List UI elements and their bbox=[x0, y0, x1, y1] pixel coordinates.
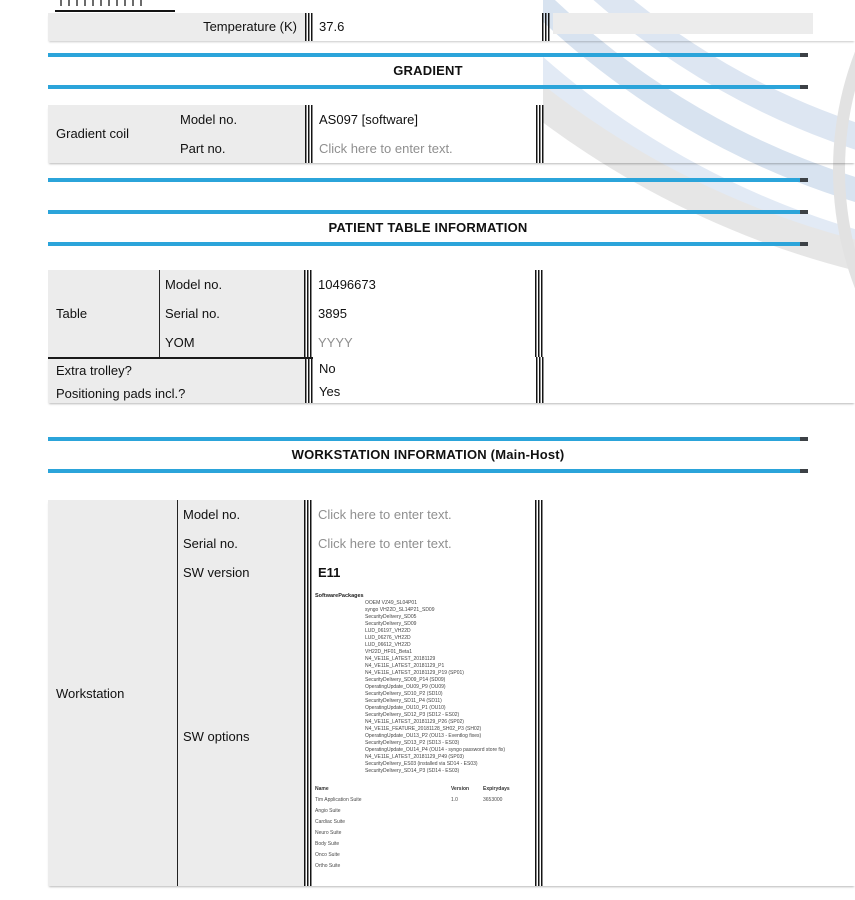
patient-table-upper bbox=[48, 270, 855, 357]
table-border-triple bbox=[305, 13, 313, 41]
sw-package-line: OperatingUpdate_OU09_P9 (OU09) bbox=[365, 684, 446, 690]
suite-version-cell bbox=[451, 861, 483, 872]
suite-version-cell bbox=[451, 839, 483, 850]
sw-packages-list bbox=[365, 600, 535, 775]
workstation-table bbox=[48, 500, 855, 886]
extra-trolley-label: Extra trolley? bbox=[56, 363, 132, 378]
section-divider-line bbox=[48, 242, 808, 246]
section-title-gradient: GRADIENT bbox=[393, 63, 463, 78]
patient-table-values bbox=[312, 270, 535, 357]
extra-trolley-field[interactable]: No bbox=[319, 361, 336, 376]
sw-suite-table-header bbox=[315, 784, 515, 795]
workstation-serial-no-field[interactable]: Click here to enter text. bbox=[318, 536, 452, 551]
suite-expirydays-header: Expirydays bbox=[483, 786, 510, 792]
positioning-pads-field[interactable]: Yes bbox=[319, 384, 341, 399]
clipped-cell-border bbox=[55, 10, 175, 12]
gradient-coil-labels bbox=[175, 105, 305, 163]
sw-package-line: N4_VE11E_LATEST_20181129 bbox=[365, 656, 436, 662]
section-title-patient-table: PATIENT TABLE INFORMATION bbox=[328, 220, 528, 235]
sw-package-line: VH22D_HF01_Beta1 bbox=[365, 649, 412, 655]
temperature-label: Temperature (K) bbox=[48, 13, 305, 41]
suite-table-row bbox=[315, 817, 515, 828]
temperature-value-field[interactable]: 37.6 bbox=[313, 13, 542, 41]
sw-package-line: LUD_06197_VH22D bbox=[365, 628, 411, 634]
patient-table-lower bbox=[48, 357, 855, 403]
sw-package-line: SecurityDelivery_SD10_P2 (SD10) bbox=[365, 691, 443, 697]
sw-version-label: SW version bbox=[183, 565, 250, 580]
suite-table-row bbox=[315, 861, 515, 872]
suite-name-cell: Cardiac Suite bbox=[315, 819, 346, 825]
table-yom-field[interactable]: YYYY bbox=[318, 335, 353, 350]
gradient-part-no-field[interactable]: Click here to enter text. bbox=[319, 141, 453, 156]
table-border-triple bbox=[304, 500, 312, 886]
table-border-triple bbox=[304, 270, 312, 357]
sw-package-line: SecurityDelivery_SD11_P4 (SD11) bbox=[365, 698, 442, 704]
sw-package-line: OperatingUpdate_OU10_P1 (OU10) bbox=[365, 705, 446, 711]
part-no-label: Part no. bbox=[180, 141, 226, 156]
sw-package-line: SecurityDelivery_SD14_P3 (SD14 - ES03) bbox=[365, 768, 460, 774]
section-close-line bbox=[48, 178, 808, 182]
sw-suite-table-rows bbox=[315, 795, 515, 872]
workstation-model-no-field[interactable]: Click here to enter text. bbox=[318, 507, 452, 522]
sw-package-line: OOEM VZ49_SL04P01 bbox=[365, 600, 417, 606]
suite-expirydays-cell bbox=[483, 861, 515, 872]
section-divider-line bbox=[48, 210, 808, 214]
suite-name-cell: Angio Suite bbox=[315, 808, 341, 814]
suite-expirydays-cell bbox=[483, 817, 515, 828]
sw-package-line: SecurityDelivery_SD09 bbox=[365, 621, 417, 627]
table-border-triple bbox=[536, 105, 544, 163]
patient-table-labels bbox=[160, 270, 304, 357]
gradient-coil-table bbox=[48, 105, 855, 163]
yom-label: YOM bbox=[165, 335, 195, 350]
table-serial-no-field[interactable]: 3895 bbox=[318, 306, 347, 321]
workstation-labels bbox=[178, 500, 304, 886]
model-no-label: Model no. bbox=[183, 507, 241, 522]
suite-name-cell: Onco Suite bbox=[315, 852, 340, 858]
suite-expirydays-cell bbox=[483, 828, 515, 839]
table-border-triple bbox=[536, 357, 544, 403]
sw-package-line: N4_VE11E_LATEST_20181129_P49 (SP03) bbox=[365, 754, 464, 760]
sw-package-line: N4_VE11E_LATEST_20181129_P19 (SP01) bbox=[365, 670, 464, 676]
sw-package-line: SecurityDelivery_SD09_P14 (SD09) bbox=[365, 677, 446, 683]
sw-package-line: SecurityDelivery_SD05 bbox=[365, 614, 417, 620]
gradient-values bbox=[313, 105, 536, 163]
serial-no-label: Serial no. bbox=[165, 306, 220, 321]
sw-package-line: SecurityDelivery_ES03 (installed via SD14 - ES03) bbox=[365, 761, 478, 767]
section-divider-line bbox=[48, 437, 808, 441]
sw-options-label: SW options bbox=[183, 728, 250, 744]
suite-table-row bbox=[315, 839, 515, 850]
patient-question-values bbox=[313, 357, 536, 403]
workstation-sw-version-field[interactable]: E11 bbox=[318, 565, 341, 580]
suite-version-header: Version bbox=[451, 786, 470, 792]
section-divider-line bbox=[48, 53, 808, 57]
suite-name-cell: Neuro Suite bbox=[315, 830, 342, 836]
table-border-triple bbox=[535, 270, 543, 357]
suite-expirydays-cell bbox=[483, 850, 515, 861]
sw-suite-table bbox=[315, 784, 515, 872]
sw-packages-header: SoftwarePackages bbox=[315, 593, 364, 599]
section-divider-line bbox=[48, 85, 808, 89]
table-border-triple bbox=[305, 105, 313, 163]
model-no-label: Model no. bbox=[180, 112, 238, 127]
suite-version-cell bbox=[451, 806, 483, 817]
workstation-group-label: Workstation bbox=[48, 500, 178, 886]
sw-package-line: LUD_06276_VH22D bbox=[365, 635, 411, 641]
suite-name-cell: Ortho Suite bbox=[315, 863, 341, 869]
table-border-triple bbox=[535, 500, 543, 886]
suite-expirydays-cell bbox=[483, 839, 515, 850]
serial-no-label: Serial no. bbox=[183, 536, 238, 551]
sw-package-line: N4_VE11E_LATEST_20181129_P1 bbox=[365, 663, 445, 669]
sw-package-line: SecurityDelivery_SD12_P3 (SD12 - ES02) bbox=[365, 712, 460, 718]
table-group-label: Table bbox=[48, 270, 160, 357]
adjacent-gray-cell bbox=[553, 13, 813, 34]
sw-package-line: OperatingUpdate_OU14_P4 (OU14 - syngo password store fix) bbox=[365, 747, 506, 753]
suite-version-cell bbox=[451, 817, 483, 828]
sw-package-line: LUD_06612_VH22D bbox=[365, 642, 411, 648]
suite-table-row bbox=[315, 806, 515, 817]
workstation-values bbox=[312, 500, 535, 886]
gradient-coil-group-label: Gradient coil bbox=[48, 105, 175, 163]
table-border-triple bbox=[305, 357, 313, 403]
clipped-row-fragment bbox=[48, 0, 855, 13]
suite-version-cell bbox=[451, 850, 483, 861]
sw-package-line: OperatingUpdate_OU13_P2 (OU13 - Eventlog fixes) bbox=[365, 733, 482, 739]
positioning-pads-label: Positioning pads incl.? bbox=[56, 386, 186, 401]
temperature-row bbox=[48, 13, 855, 41]
sw-package-line: N4_VE11E_LATEST_20181129_P26 (SP02) bbox=[365, 719, 464, 725]
suite-expirydays-cell bbox=[483, 806, 515, 817]
sw-package-line: SecurityDelivery_SD13_P2 (SD13 - ES03) bbox=[365, 740, 460, 746]
sw-package-line: syngo VH22D_SL14P21_SD09 bbox=[365, 607, 435, 613]
suite-table-row bbox=[315, 828, 515, 839]
table-model-no-field[interactable]: 10496673 bbox=[318, 277, 376, 292]
section-title-workstation: WORKSTATION INFORMATION (Main-Host) bbox=[291, 447, 565, 462]
gradient-model-no-field[interactable]: AS097 [software] bbox=[319, 112, 418, 127]
suite-name-cell: Body Suite bbox=[315, 841, 340, 847]
suite-expirydays-cell: 3653000 bbox=[483, 797, 503, 803]
table-border-triple bbox=[542, 13, 550, 41]
suite-version-cell: 1.0 bbox=[451, 797, 458, 803]
sw-options-content bbox=[312, 587, 535, 872]
clipped-text-marks bbox=[60, 0, 148, 6]
model-no-label: Model no. bbox=[165, 277, 223, 292]
patient-question-labels bbox=[48, 357, 305, 403]
suite-table-row bbox=[315, 795, 515, 806]
suite-table-row bbox=[315, 850, 515, 861]
sw-package-line: N4_VE11E_FEATURE_20181128_SH02_P3 (SH02) bbox=[365, 726, 482, 732]
suite-name-cell: Tim Application Suite bbox=[315, 797, 362, 803]
suite-version-cell bbox=[451, 828, 483, 839]
suite-name-header: Name bbox=[315, 786, 329, 792]
section-divider-line bbox=[48, 469, 808, 473]
